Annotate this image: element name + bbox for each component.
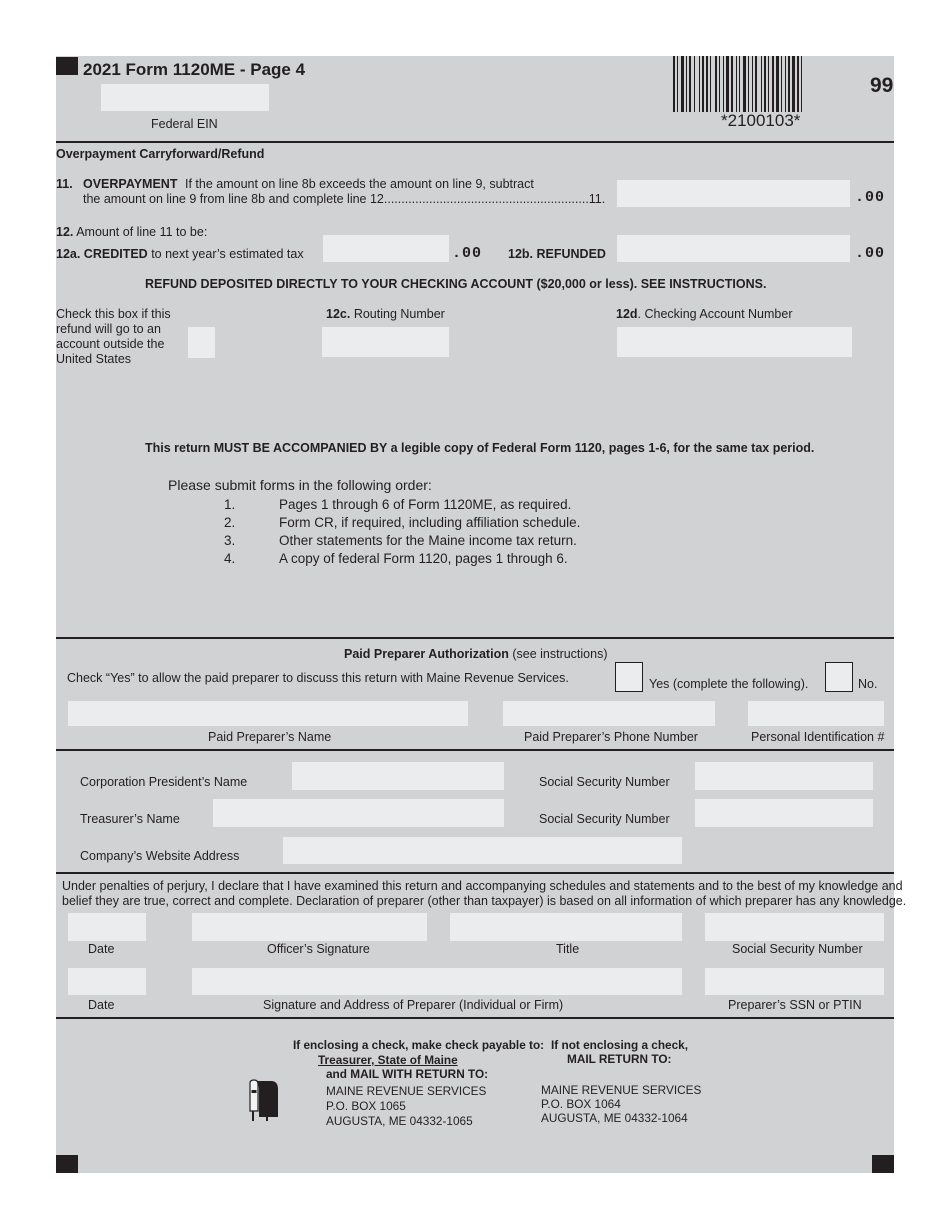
barcode-number: *2100103* [721,111,801,130]
check-heading: If enclosing a check, make check payable to: [293,1038,545,1052]
order-item-number: 3. [224,533,236,548]
line-11-number: 11. [56,177,73,191]
no-check-heading-2: MAIL RETURN TO: [567,1052,672,1066]
outside-us-text: account outside the [56,337,165,351]
preparer-pin-label: Personal Identification # [751,730,885,744]
order-item-number: 2. [224,515,236,530]
preparer-name-input[interactable] [68,701,468,726]
preparer-name-label: Paid Preparer’s Name [208,730,332,744]
no-check-address-line: AUGUSTA, ME 04332-1064 [541,1111,688,1125]
page-code: 99 [870,74,894,97]
preparer-auth-title: Paid Preparer Authorization [344,647,509,661]
treasurer-ssn-input[interactable] [695,799,873,827]
line-12a-label: 12a. CREDITED [56,247,148,261]
preparer-auth-no-checkbox[interactable] [825,662,853,692]
line-11-label: OVERPAYMENT [83,177,178,191]
registration-mark [56,1155,78,1173]
routing-number-input[interactable] [322,327,449,357]
account-number-code: 12d [616,307,638,321]
divider [56,1017,894,1019]
line-12b-label: 12b. REFUNDED [508,247,606,261]
order-intro: Please submit forms in the following order: [168,477,432,493]
order-item-number: 1. [224,497,236,512]
routing-number-label: Routing Number [353,307,445,321]
line-11-text: If the amount on line 8b exceeds the amount on line 9, subtract [185,177,534,191]
order-item-text: Other statements for the Maine income tax return. [279,533,577,548]
routing-number-code: 12c. [326,307,351,321]
president-ssn-input[interactable] [695,762,873,790]
line-12a-amount-input[interactable] [323,235,449,262]
perjury-declaration: Under penalties of perjury, I declare that I have examined this return and accompanying schedules and statements and to the best of my knowledge and [62,879,903,893]
line-12b-cents: .00 [855,245,886,262]
no-check-address-line: MAINE REVENUE SERVICES [541,1083,702,1097]
treasurer-ssn-label: Social Security Number [539,812,670,826]
outside-us-text: refund will go to an [56,322,161,336]
mail-with-return: and MAIL WITH RETURN TO: [326,1067,489,1081]
with-check-address-line: MAINE REVENUE SERVICES [326,1084,487,1098]
direct-deposit-heading: REFUND DEPOSITED DIRECTLY TO YOUR CHECKING ACCOUNT ($20,000 or less). SEE INSTRUCTIONS. [145,277,767,291]
line-12-text: Amount of line 11 to be: [76,225,208,239]
outside-us-text: United States [56,352,132,366]
line-12b-amount-input[interactable] [617,235,850,262]
order-item-text: Pages 1 through 6 of Form 1120ME, as required. [279,497,572,512]
outside-us-text: Check this box if this [56,307,171,321]
perjury-declaration: belief they are true, correct and complete. Declaration of preparer (other than taxpayer) is based on all information of which preparer has any knowledge. [62,894,907,908]
registration-mark [872,1155,894,1173]
order-item-text: Form CR, if required, including affiliation schedule. [279,515,581,530]
with-check-address-line: P.O. BOX 1065 [326,1099,406,1113]
preparer-date-label: Date [88,998,115,1012]
preparer-pin-input[interactable] [748,701,884,726]
preparer-auth-no-label: No. [858,677,878,691]
officer-ssn-label: Social Security Number [732,942,863,956]
check-payee: Treasurer, State of Maine [318,1053,458,1067]
preparer-auth-yes-label: Yes (complete the following). [649,677,809,691]
overpayment-section-title: Overpayment Carryforward/Refund [56,147,265,161]
divider [56,749,894,751]
preparer-auth-check-text: Check “Yes” to allow the paid preparer to discuss this return with Maine Revenue Services. [67,671,569,685]
officer-ssn-input[interactable] [705,913,884,941]
no-check-heading: If not enclosing a check, [551,1038,689,1052]
line-12-number: 12. [56,225,74,239]
line-11-cents: .00 [855,189,886,206]
barcode [673,56,855,112]
with-check-address-line: AUGUSTA, ME 04332-1065 [326,1114,473,1128]
president-ssn-label: Social Security Number [539,775,670,789]
preparer-auth-subtitle: (see instructions) [512,647,608,661]
president-name-label: Corporation President’s Name [80,775,248,789]
federal-ein-input[interactable] [101,84,269,111]
line-11-text-2: the amount on line 9 from line 8b and complete line 12...........................................................11. [83,192,606,206]
registration-mark [56,57,78,75]
line-12a-cents: .00 [452,245,483,262]
divider [56,141,894,143]
officer-signature-input[interactable] [192,913,427,941]
federal-ein-label: Federal EIN [151,117,218,131]
officer-title-input[interactable] [450,913,682,941]
divider [56,872,894,874]
president-name-input[interactable] [292,762,504,790]
no-check-address-line: P.O. BOX 1064 [541,1097,621,1111]
mailbox-icon [247,1077,281,1121]
must-accompany-notice: This return MUST BE ACCOMPANIED BY a legible copy of Federal Form 1120, pages 1-6, for the same tax period. [145,441,815,455]
preparer-auth-yes-checkbox[interactable] [615,662,643,692]
treasurer-name-label: Treasurer’s Name [80,812,180,826]
divider [56,637,894,639]
form-title: 2021 Form 1120ME - Page 4 [83,60,306,79]
treasurer-name-input[interactable] [213,799,504,827]
officer-title-label: Title [556,942,580,956]
preparer-phone-input[interactable] [503,701,715,726]
order-item-number: 4. [224,551,236,566]
account-number-label: . Checking Account Number [637,307,793,321]
preparer-ssn-ptin-input[interactable] [705,968,884,995]
preparer-date-input[interactable] [68,968,146,995]
order-item-text: A copy of federal Form 1120, pages 1 through 6. [279,551,568,566]
outside-us-checkbox[interactable] [188,327,215,358]
line-12a-text: to next year’s estimated tax [151,247,304,261]
website-input[interactable] [283,837,682,864]
officer-date-input[interactable] [68,913,146,941]
preparer-ssn-ptin-label: Preparer’s SSN or PTIN [728,998,862,1012]
preparer-phone-label: Paid Preparer’s Phone Number [524,730,698,744]
preparer-signature-label: Signature and Address of Preparer (Individual or Firm) [263,998,564,1012]
officer-date-label: Date [88,942,115,956]
website-label: Company’s Website Address [80,849,240,863]
line-11-amount-input[interactable] [617,180,850,207]
officer-signature-label: Officer’s Signature [267,942,370,956]
account-number-input[interactable] [617,327,852,357]
preparer-signature-input[interactable] [192,968,682,995]
